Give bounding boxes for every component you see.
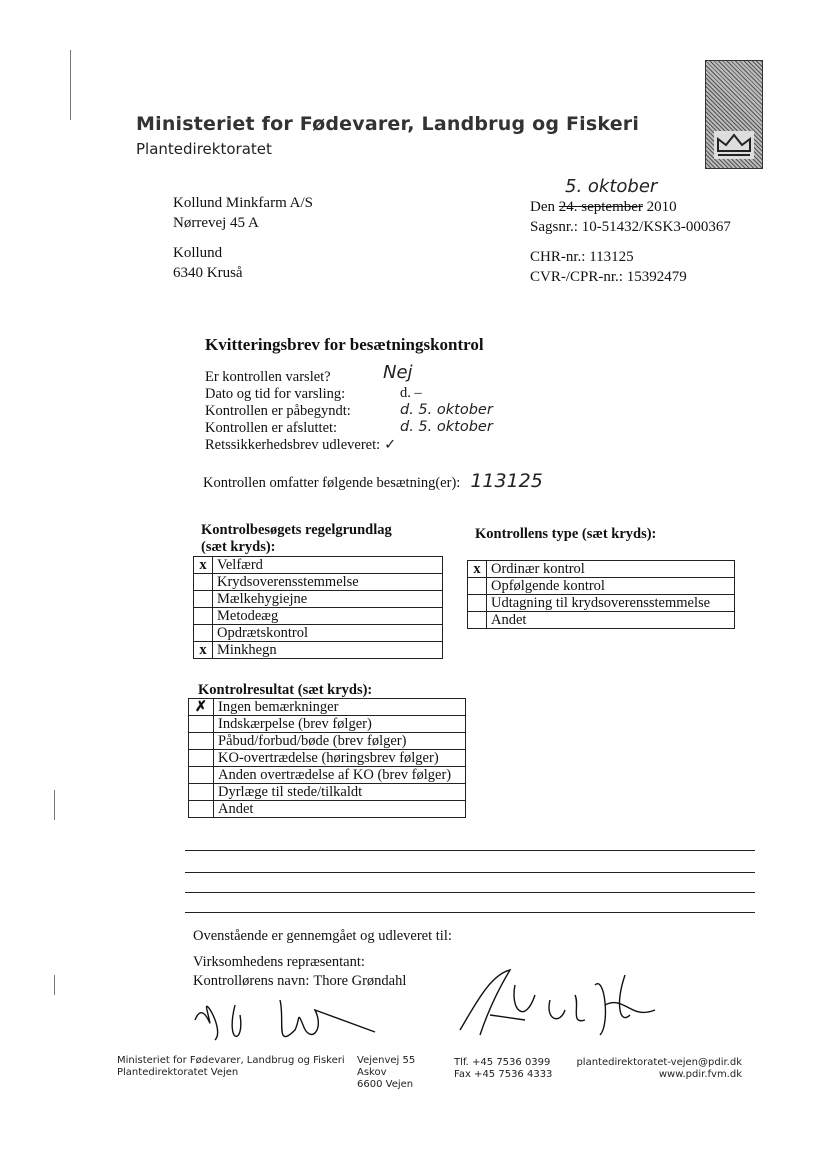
result-row: [189, 784, 466, 801]
recipient-town: Kollund: [173, 245, 223, 261]
basis-checkbox[interactable]: [194, 625, 213, 642]
result-row: [189, 801, 466, 818]
result-row: [189, 750, 466, 767]
field-value: Nej: [383, 362, 413, 383]
type-row: [468, 561, 735, 578]
result-checkbox[interactable]: ✗: [189, 699, 214, 716]
result-label: Indskærpelse (brev følger): [214, 716, 466, 733]
date-year: 2010: [646, 199, 677, 215]
result-label: KO-overtrædelse (høringsbrev følger): [214, 750, 466, 767]
footer-contact: [560, 1057, 742, 1081]
chr-number-line: [530, 247, 731, 267]
footer-email[interactable]: plantedirektoratet-vejen@pdir.dk: [576, 1057, 742, 1068]
footer-org-line2: Plantedirektoratet Vejen: [117, 1067, 239, 1078]
scan-margin-mark: [54, 975, 55, 995]
field-label: Dato og tid for varsling:: [205, 386, 346, 402]
type-checkbox[interactable]: [468, 578, 487, 595]
case-number: 10-51432/KSK3-000367: [581, 219, 731, 235]
result-label: Påbud/forbud/bøde (brev følger): [214, 733, 466, 750]
representative-label: Virksomhedens repræsentant:: [193, 954, 365, 970]
type-title: Kontrollens type (sæt kryds):: [475, 526, 657, 542]
controller-name: Thore Grøndahl: [313, 973, 407, 989]
basis-row: [194, 608, 443, 625]
basis-checkbox[interactable]: [194, 574, 213, 591]
result-row: [189, 767, 466, 784]
scan-margin-mark: [54, 790, 55, 820]
handwritten-date: 5. oktober: [565, 176, 658, 197]
basis-label: Metodeæg: [213, 608, 443, 625]
basis-checkbox[interactable]: x: [194, 642, 213, 659]
date-prefix: Den: [530, 199, 555, 215]
field-value: d. 5. oktober: [400, 402, 493, 418]
case-label: Sagsnr.:: [530, 219, 578, 235]
ministry-name: Ministeriet for Fødevarer, Landbrug og Fiskeri: [136, 113, 640, 135]
basis-checkbox[interactable]: [194, 608, 213, 625]
controller-line: [193, 972, 406, 990]
basis-row: [194, 642, 443, 659]
recipient-company: Kollund Minkfarm A/S: [173, 195, 314, 211]
crown-seal-logo: [705, 60, 763, 169]
footer-fax: Fax +45 7536 4333: [454, 1069, 553, 1080]
reference-block: [530, 197, 731, 287]
basis-row: [194, 574, 443, 591]
result-checkbox[interactable]: [189, 750, 214, 767]
control-fields: [205, 362, 525, 453]
basis-label: Krydsoverensstemmelse: [213, 574, 443, 591]
basis-label: Mælkehygiejne: [213, 591, 443, 608]
result-row: [189, 699, 466, 716]
footer-org: [117, 1055, 345, 1079]
basis-title-line1: Kontrolbesøgets regelgrundlag: [201, 522, 392, 538]
footer-org-line1: Ministeriet for Fødevarer, Landbrug og Fiskeri: [117, 1055, 345, 1066]
type-table: [467, 560, 735, 629]
recipient-street: Nørrevej 45 A: [173, 215, 259, 231]
directorate-name: Plantedirektoratet: [136, 140, 272, 158]
coverage-line: [203, 470, 543, 492]
result-label: Anden overtrædelse af KO (brev følger): [214, 767, 466, 784]
type-checkbox[interactable]: [468, 612, 487, 629]
type-row: [468, 612, 735, 629]
footer-address: [357, 1055, 415, 1091]
type-label: Udtagning til krydsoverensstemmelse: [487, 595, 735, 612]
footer-web[interactable]: www.pdir.fvm.dk: [658, 1069, 742, 1080]
basis-row: [194, 625, 443, 642]
handover-statement: Ovenstående er gennemgået og udleveret til:: [193, 928, 452, 944]
footer-addr-line3: 6600 Vejen: [357, 1079, 414, 1090]
result-checkbox[interactable]: [189, 716, 214, 733]
footer-addr-line2: Askov: [357, 1067, 387, 1078]
type-checkbox[interactable]: x: [468, 561, 487, 578]
basis-checkbox[interactable]: x: [194, 557, 213, 574]
controller-label: Kontrollørens navn:: [193, 973, 310, 989]
basis-title: [201, 522, 392, 556]
field-value: d. –: [400, 385, 422, 401]
result-table: [188, 698, 466, 818]
footer-phone: [454, 1057, 552, 1081]
type-label: Andet: [487, 612, 735, 629]
notes-line[interactable]: [185, 872, 755, 873]
result-label: Dyrlæge til stede/tilkaldt: [214, 784, 466, 801]
field-value: d. 5. oktober: [400, 419, 493, 435]
footer-addr-line1: Vejenvej 55: [357, 1055, 416, 1066]
recipient-address: [173, 193, 313, 283]
type-row: [468, 578, 735, 595]
signature-right: [455, 965, 675, 1045]
cvr-number-line: [530, 267, 731, 287]
basis-table: [193, 556, 443, 659]
result-title: Kontrolresultat (sæt kryds):: [198, 682, 373, 698]
document-title: Kvitteringsbrev for besætningskontrol: [205, 335, 484, 354]
notes-line[interactable]: [185, 850, 755, 851]
basis-row: [194, 557, 443, 574]
notes-line[interactable]: [185, 912, 755, 913]
chr-number: 113125: [589, 249, 634, 265]
cvr-number: 15392479: [626, 269, 687, 285]
result-checkbox[interactable]: [189, 801, 214, 818]
result-row: [189, 716, 466, 733]
type-checkbox[interactable]: [468, 595, 487, 612]
basis-label: Minkhegn: [213, 642, 443, 659]
field-label: Retssikkerhedsbrev udleveret:: [205, 437, 381, 453]
result-checkbox[interactable]: [189, 784, 214, 801]
basis-row: [194, 591, 443, 608]
coverage-label: Kontrollen omfatter følgende besætning(er):: [203, 475, 461, 491]
basis-checkbox[interactable]: [194, 591, 213, 608]
signature-left: [185, 990, 385, 1050]
basis-label: Velfærd: [213, 557, 443, 574]
type-label: Ordinær kontrol: [487, 561, 735, 578]
basis-label: Opdrætskontrol: [213, 625, 443, 642]
field-label: Er kontrollen varslet?: [205, 369, 331, 385]
date-struck: 24. september: [558, 199, 643, 215]
case-number-line: [530, 217, 731, 237]
result-label: Andet: [214, 801, 466, 818]
crown-icon: [714, 131, 754, 159]
coverage-value: 113125: [470, 470, 543, 492]
letter-date: [530, 197, 731, 217]
notes-line[interactable]: [185, 892, 755, 893]
field-value: ✓: [384, 437, 397, 453]
cvr-label: CVR-/CPR-nr.:: [530, 269, 623, 285]
type-label: Opfølgende kontrol: [487, 578, 735, 595]
result-label: Ingen bemærkninger: [214, 699, 466, 716]
basis-title-line2: (sæt kryds):: [201, 539, 276, 555]
footer-tel: Tlf. +45 7536 0399: [454, 1057, 551, 1068]
result-checkbox[interactable]: [189, 767, 214, 784]
type-row: [468, 595, 735, 612]
field-label: Kontrollen er påbegyndt:: [205, 403, 351, 419]
recipient-postal: 6340 Kruså: [173, 265, 243, 281]
chr-label: CHR-nr.:: [530, 249, 586, 265]
field-label: Kontrollen er afsluttet:: [205, 420, 338, 436]
result-checkbox[interactable]: [189, 733, 214, 750]
scan-margin-mark: [70, 50, 71, 120]
result-row: [189, 733, 466, 750]
